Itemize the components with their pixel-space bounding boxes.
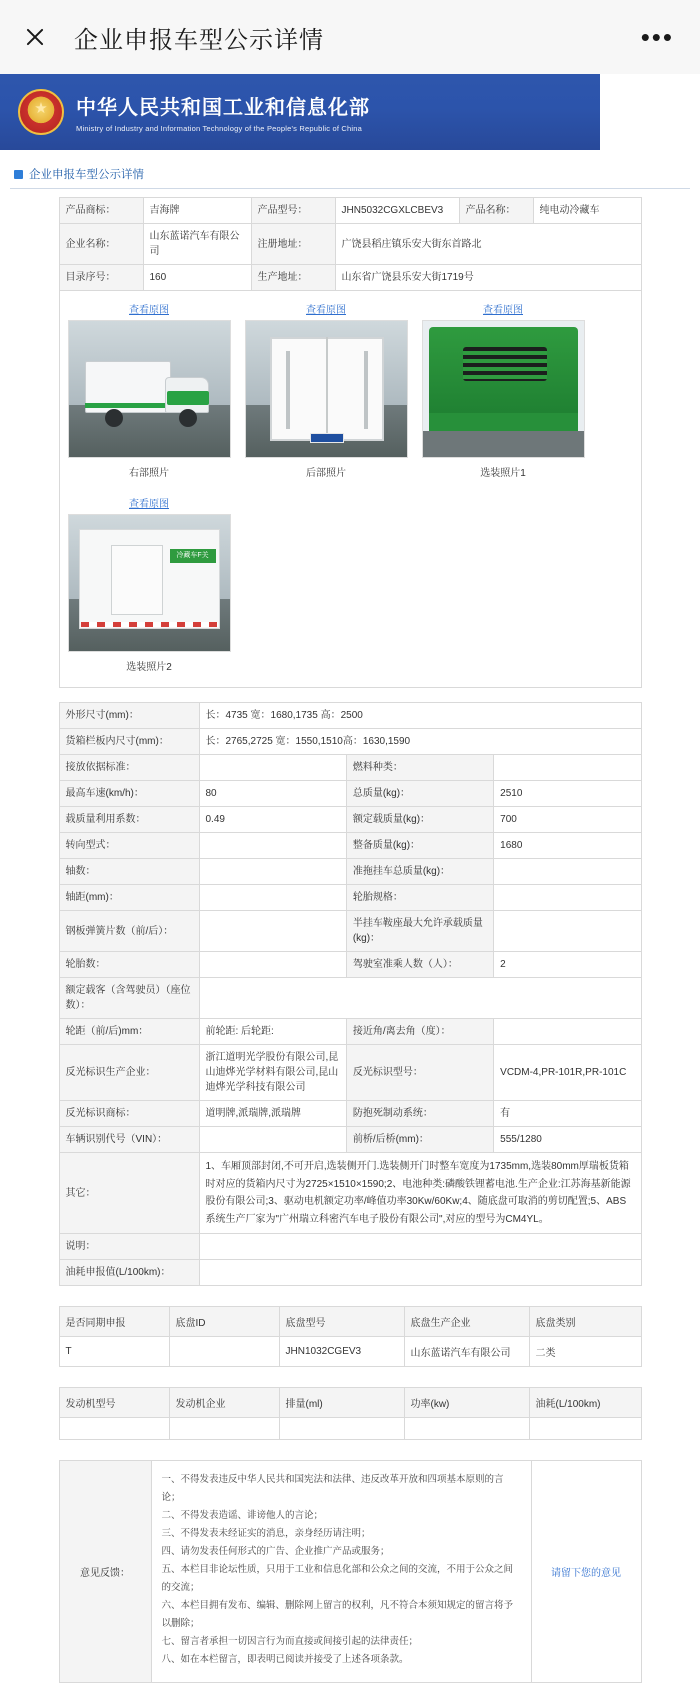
label-rated-load: 额定载质量(kg)： (346, 807, 493, 833)
view-original-link[interactable]: 查看原图 (483, 305, 523, 316)
photo-cell-rear (245, 301, 408, 479)
value-reflector-model: VCDM-4,PR-101R,PR-101C (494, 1045, 641, 1101)
label-tire-count: 轮胎数： (59, 952, 199, 978)
chassis-cell-0: T (59, 1337, 169, 1367)
feedback-input-placeholder: 请留下您的意见 (551, 1567, 621, 1579)
label-reg-address: 注册地址： (251, 224, 335, 265)
gov-banner-text (76, 91, 370, 133)
chassis-col-4: 底盘类别 (529, 1307, 641, 1337)
value-gross-mass: 2510 (494, 781, 641, 807)
box-tag-label: 冷藏车F关 (170, 549, 216, 563)
section-title: 企业申报车型公示详情 (29, 169, 144, 181)
label-reflector-maker: 反光标识生产企业： (59, 1045, 199, 1101)
section-header (10, 160, 690, 189)
value-company: 山东蓝诺汽车有限公司 (143, 224, 251, 265)
label-production-address: 生产地址： (251, 265, 335, 291)
photo-caption: 选装照片1 (480, 468, 526, 479)
value-product-name: 纯电动冷藏车 (533, 198, 641, 224)
chassis-cell-4: 二类 (529, 1337, 641, 1367)
value-curb-mass: 1680 (494, 833, 641, 859)
table-row (59, 729, 641, 755)
section-marker-icon (14, 170, 23, 179)
table-row (59, 885, 641, 911)
value-other: 1、车厢顶部封闭,不可开启,选装侧开门.选装侧开门时整车宽度为1735mm,选装80mm厚瑞板货箱时对应的货箱内尺寸为2725×1510×1590;2、电池种类:磷酸铁锂蓄电池.生产企业:江苏海基新能源股份有限公司;3、驱动电机额定功率/峰值功率30Kw/60Kw;4、随底盘可取消的剪切配置;5、ABS系统生产厂家为"广州瑞立科密汽车电子股份有限公司",对应的型号为CM4YL。 (199, 1153, 641, 1234)
engine-col-2: 排量(ml) (279, 1388, 404, 1418)
engine-table (59, 1387, 642, 1440)
feedback-block (59, 1460, 642, 1683)
top-bar (0, 0, 700, 74)
label-other: 其它： (59, 1153, 199, 1234)
table-row (59, 265, 641, 291)
engine-col-4: 油耗(L/100km) (529, 1388, 641, 1418)
table-row (59, 1337, 641, 1367)
value-vin (199, 1127, 346, 1153)
page-title: 企业申报车型公示详情 (74, 26, 324, 54)
value-front-rear-axle: 555/1280 (494, 1127, 641, 1153)
photo-row-1 (68, 301, 633, 479)
chassis-col-3: 底盘生产企业 (404, 1307, 529, 1337)
value-dimensions: 长：4735 宽：1680,1735 高：2500 (199, 703, 641, 729)
label-rated-passengers: 额定载客（含驾驶员）（座位数）： (59, 978, 199, 1019)
table-header-row (59, 1307, 641, 1337)
photo-caption: 右部照片 (129, 468, 169, 479)
gov-title-en: Ministry of Industry and Information Technology of the People's Republic of China (76, 124, 362, 133)
table-row (59, 1153, 641, 1234)
specs-table (59, 702, 642, 1286)
engine-col-0: 发动机型号 (59, 1388, 169, 1418)
label-wheelbase: 轴距(mm)： (59, 885, 199, 911)
photo-gallery (59, 291, 642, 688)
feedback-label: 意见反馈： (60, 1461, 152, 1682)
label-steering: 转向型式： (59, 833, 199, 859)
value-fuel-type (494, 755, 641, 781)
chassis-cell-1 (169, 1337, 279, 1367)
photo-row-2 (68, 495, 633, 673)
view-original-link[interactable]: 查看原图 (129, 305, 169, 316)
label-model: 产品型号： (251, 198, 335, 224)
value-axle-count (199, 859, 346, 885)
chassis-col-0: 是否同期申报 (59, 1307, 169, 1337)
label-load-coefficient: 载质量利用系数： (59, 807, 199, 833)
engine-cell-4 (529, 1418, 641, 1440)
value-cargo-dimensions: 长：2765,2725 宽：1550,1510高：1630,1590 (199, 729, 641, 755)
feedback-rule: 七、留言者承担一切因言行为而直接或间接引起的法律责任； (161, 1636, 419, 1648)
label-trailer-mass: 准拖挂车总质量(kg)： (346, 859, 493, 885)
value-rated-passengers (199, 978, 641, 1019)
feedback-rule: 三、不得发表未经证实的消息，亲身经历请注明； (161, 1528, 371, 1540)
label-cab-seats: 驾驶室准乘人数（人）： (346, 952, 493, 978)
value-wheelbase (199, 885, 346, 911)
value-rated-load: 700 (494, 807, 641, 833)
label-saddle-mass: 半挂车鞍座最大允许承载质量(kg)： (346, 911, 493, 952)
feedback-input[interactable] (531, 1461, 641, 1682)
value-track: 前轮距: 后轮距: (199, 1019, 346, 1045)
label-standard: 接放依据标准： (59, 755, 199, 781)
table-row (59, 1101, 641, 1127)
label-remark: 说明： (59, 1234, 199, 1260)
chassis-cell-3: 山东蓝诺汽车有限公司 (404, 1337, 529, 1367)
photo-cell-side (68, 301, 231, 479)
value-reflector-brand: 道明牌,派瑞牌,派瑞牌 (199, 1101, 346, 1127)
table-row (59, 859, 641, 885)
basic-info-table (59, 197, 642, 291)
feedback-rule: 五、本栏目非论坛性质，只用于工业和信息化部和公众之间的交流，不用于公众之间的交流； (161, 1564, 514, 1594)
label-gross-mass: 总质量(kg)： (346, 781, 493, 807)
table-row (59, 703, 641, 729)
feedback-rule: 六、本栏目拥有发布、编辑、删除网上留言的权利，凡不符合本须知规定的留言将予以删除； (161, 1600, 514, 1630)
label-catalog-no: 目录序号： (59, 265, 143, 291)
table-header-row (59, 1388, 641, 1418)
value-standard (199, 755, 346, 781)
value-max-speed: 80 (199, 781, 346, 807)
photo-caption: 选装照片2 (126, 662, 172, 673)
value-saddle-mass (494, 911, 641, 952)
view-original-link[interactable]: 查看原图 (306, 305, 346, 316)
value-remark (199, 1234, 641, 1260)
table-row (59, 1260, 641, 1286)
label-fuel-type: 燃料种类： (346, 755, 493, 781)
value-approach-angle (494, 1019, 641, 1045)
label-dimensions: 外形尺寸(mm)： (59, 703, 199, 729)
table-row (59, 1418, 641, 1440)
value-fuel-consumption (199, 1260, 641, 1286)
engine-cell-1 (169, 1418, 279, 1440)
label-fuel-consumption: 油耗申报值(L/100km)： (59, 1260, 199, 1286)
engine-col-1: 发动机企业 (169, 1388, 279, 1418)
chassis-table (59, 1306, 642, 1367)
table-row (59, 1127, 641, 1153)
content-area (0, 150, 700, 1697)
value-reflector-maker: 浙江道明光学股份有限公司,昆山迪烨光学材料有限公司,昆山迪烨光学科技有限公司 (199, 1045, 346, 1101)
label-abs: 防抱死制动系统： (346, 1101, 493, 1127)
gov-title-cn: 中华人民共和国工业和信息化部 (76, 97, 370, 119)
table-row (59, 198, 641, 224)
value-tire-count (199, 952, 346, 978)
feedback-rule: 八、如在本栏留言，即表明已阅读并接受了上述各项条款。 (161, 1654, 409, 1666)
table-row (59, 224, 641, 265)
label-reflector-brand: 反光标识商标： (59, 1101, 199, 1127)
label-cargo-dimensions: 货箱栏板内尺寸(mm)： (59, 729, 199, 755)
photo-cell-box (68, 495, 231, 673)
more-icon[interactable]: ••• (640, 22, 674, 52)
table-row (59, 755, 641, 781)
photo-truck-rear[interactable] (245, 320, 408, 458)
close-icon[interactable] (22, 24, 48, 50)
label-brand: 产品商标： (59, 198, 143, 224)
photo-truck-front[interactable] (422, 320, 585, 458)
table-row (59, 1045, 641, 1101)
engine-cell-3 (404, 1418, 529, 1440)
table-row (59, 911, 641, 952)
photo-truck-side[interactable] (68, 320, 231, 458)
value-abs: 有 (494, 1101, 641, 1127)
engine-cell-0 (59, 1418, 169, 1440)
label-approach-angle: 接近角/离去角（度）： (346, 1019, 493, 1045)
value-trailer-mass (494, 859, 641, 885)
engine-col-3: 功率(kw) (404, 1388, 529, 1418)
label-axle-count: 轴数： (59, 859, 199, 885)
table-row (59, 781, 641, 807)
chassis-col-1: 底盘ID (169, 1307, 279, 1337)
feedback-rule: 四、请勿发表任何形式的广告、企业推广产品或服务； (161, 1546, 390, 1558)
chassis-cell-2: JHN1032CGEV3 (279, 1337, 404, 1367)
table-row (59, 807, 641, 833)
photo-truck-box[interactable] (68, 514, 231, 652)
chassis-col-2: 底盘型号 (279, 1307, 404, 1337)
view-original-link[interactable]: 查看原图 (129, 499, 169, 510)
label-tire-spec: 轮胎规格： (346, 885, 493, 911)
value-leaf-springs (199, 911, 346, 952)
label-vin: 车辆识别代号（VIN）： (59, 1127, 199, 1153)
value-load-coefficient: 0.49 (199, 807, 346, 833)
feedback-rule: 二、不得发表造谣、诽谤他人的言论； (161, 1510, 324, 1522)
value-tire-spec (494, 885, 641, 911)
label-max-speed: 最高车速(km/h)： (59, 781, 199, 807)
value-catalog-no: 160 (143, 265, 251, 291)
photo-cell-front (422, 301, 585, 479)
label-company: 企业名称： (59, 224, 143, 265)
label-product-name: 产品名称： (459, 198, 533, 224)
table-row (59, 833, 641, 859)
feedback-rule: 一、不得发表违反中华人民共和国宪法和法律、违反改革开放和四项基本原则的言论； (161, 1474, 504, 1504)
national-emblem-icon (18, 89, 64, 135)
gov-banner (0, 74, 600, 150)
value-steering (199, 833, 346, 859)
table-row (59, 978, 641, 1019)
table-row (59, 1234, 641, 1260)
label-leaf-springs: 钢板弹簧片数（前/后）： (59, 911, 199, 952)
photo-caption: 后部照片 (306, 468, 346, 479)
table-row (59, 1019, 641, 1045)
value-brand: 吉海牌 (143, 198, 251, 224)
label-curb-mass: 整备质量(kg)： (346, 833, 493, 859)
engine-cell-2 (279, 1418, 404, 1440)
feedback-rules (152, 1461, 531, 1682)
label-front-rear-axle: 前桥/后桥(mm)： (346, 1127, 493, 1153)
table-row (59, 952, 641, 978)
label-track: 轮距（前/后)mm： (59, 1019, 199, 1045)
value-model: JHN5032CGXLCBEV3 (335, 198, 459, 224)
value-production-address: 山东省广饶县乐安大街1719号 (335, 265, 641, 291)
value-reg-address: 广饶县稻庄镇乐安大街东首路北 (335, 224, 641, 265)
label-reflector-model: 反光标识型号： (346, 1045, 493, 1101)
value-cab-seats: 2 (494, 952, 641, 978)
